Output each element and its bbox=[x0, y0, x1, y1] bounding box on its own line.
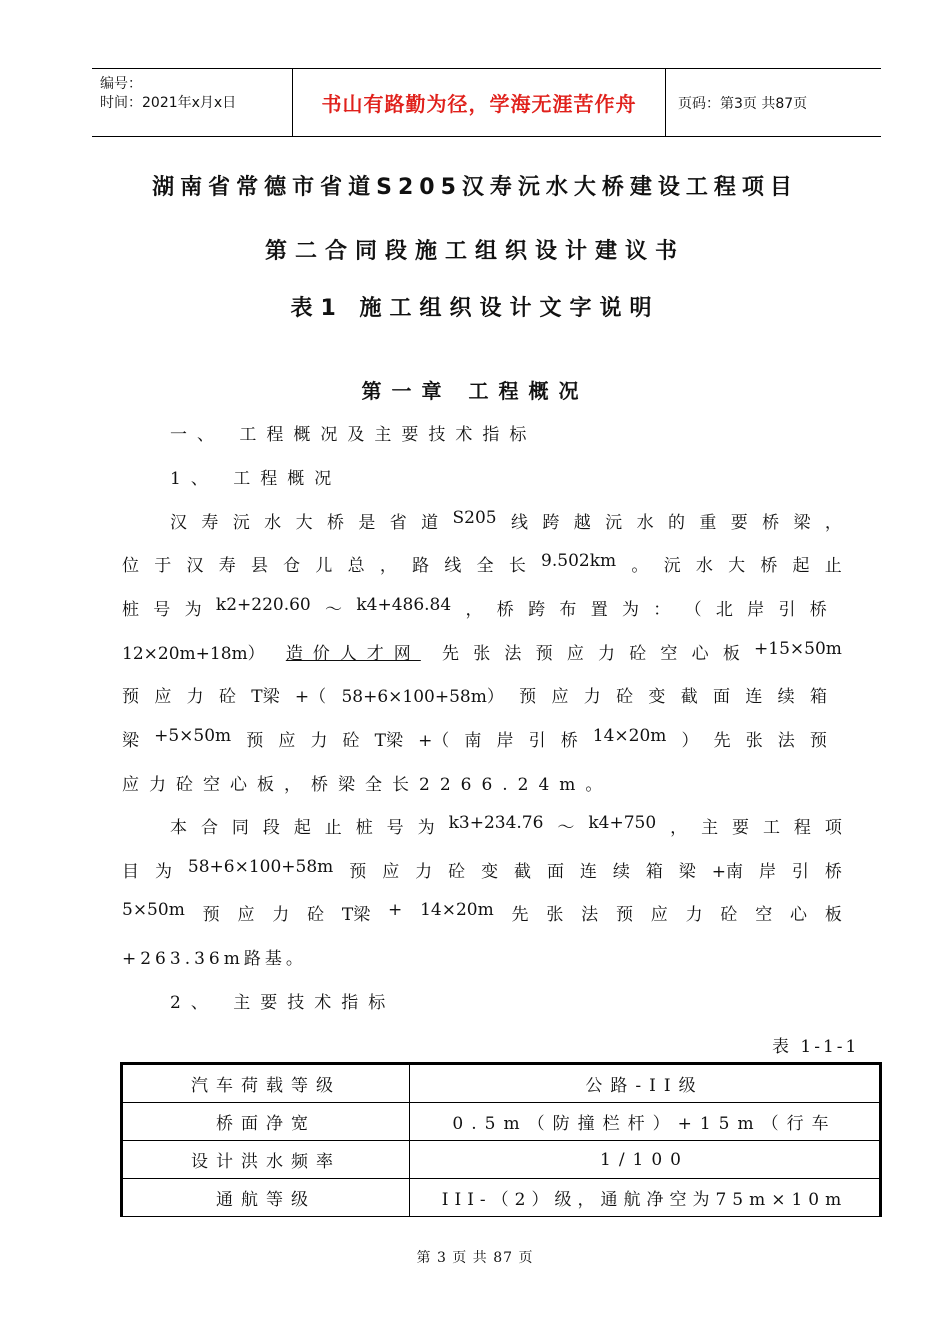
text-token: 水 bbox=[636, 513, 654, 533]
doc-title-line2: 第二合同段施工组织设计建议书 bbox=[264, 239, 685, 264]
text-token: 预 bbox=[535, 644, 553, 664]
text-token: 张 bbox=[546, 905, 564, 925]
text-token: 水 bbox=[264, 513, 282, 533]
text-token: 线 bbox=[511, 513, 528, 533]
text-token: 号 bbox=[153, 600, 171, 620]
text-token: 的 bbox=[667, 513, 685, 533]
text-token: 面 bbox=[546, 862, 564, 882]
text-token: 预 bbox=[615, 905, 633, 925]
text-token: 箱 bbox=[645, 862, 663, 882]
header-motto: 书山有路勤为径，学海无涯苦作舟 bbox=[321, 92, 637, 116]
text-token: 砼 bbox=[307, 905, 325, 925]
text-token: 为 bbox=[621, 600, 639, 620]
text-token: 应 bbox=[650, 905, 668, 925]
text-token: +15×50m bbox=[754, 639, 842, 659]
text-token: 省 bbox=[389, 513, 407, 533]
text-token: 桩 bbox=[122, 600, 139, 620]
table-cell-value: 0.5m（防撞栏杆）+15m（行车 bbox=[410, 1103, 881, 1141]
text-token: 儿 bbox=[315, 556, 333, 576]
text-token: 砼 bbox=[218, 687, 236, 707]
para1-line4-start: 12×20m+18m） bbox=[122, 644, 265, 664]
para1-line3 bbox=[122, 595, 827, 620]
text-token: 截 bbox=[680, 687, 698, 707]
text-token: S205 bbox=[452, 508, 497, 528]
text-token: 跨 bbox=[542, 513, 560, 533]
text-token: 空 bbox=[755, 905, 773, 925]
text-token: ） bbox=[681, 731, 699, 751]
table-row bbox=[122, 1141, 881, 1179]
text-token: 应 bbox=[278, 731, 296, 751]
section-heading-2: 2、 主要技术指标 bbox=[170, 993, 396, 1013]
text-token: 。 bbox=[631, 556, 649, 576]
text-token: 桥 bbox=[560, 731, 578, 751]
text-token: T梁 bbox=[341, 905, 371, 925]
text-token: 梁 bbox=[678, 862, 696, 882]
doc-title-line3: 表1 施工组织设计文字说明 bbox=[290, 296, 660, 321]
text-token: 寿 bbox=[218, 556, 236, 576]
para2-line4: +263.36m路基。 bbox=[122, 949, 307, 969]
cost-talent-link[interactable]: 造价人才网 bbox=[285, 644, 421, 664]
text-token: k2+220.60 bbox=[215, 595, 311, 615]
table-cell-label: 汽车荷载等级 bbox=[122, 1064, 410, 1103]
text-token: 应 bbox=[237, 905, 255, 925]
table-cell-value: 公路-II级 bbox=[410, 1064, 881, 1103]
text-token: 法 bbox=[581, 905, 599, 925]
text-token: 线 bbox=[444, 556, 462, 576]
text-token: 起 bbox=[792, 556, 810, 576]
text-token: +（ bbox=[418, 731, 450, 751]
text-token: 岸 bbox=[747, 600, 765, 620]
text-token: 力 bbox=[186, 687, 204, 707]
text-token: 心 bbox=[790, 905, 808, 925]
text-token: 汉 bbox=[170, 513, 187, 533]
text-token: 58+6×100+58m bbox=[187, 857, 334, 877]
text-token: ～ bbox=[557, 818, 575, 838]
text-token: +南 bbox=[711, 862, 743, 882]
para1-line2 bbox=[122, 551, 842, 576]
text-token: 本 bbox=[170, 818, 187, 838]
text-token: 法 bbox=[504, 644, 522, 664]
text-token: ： bbox=[653, 600, 671, 620]
text-token: 梁 bbox=[122, 731, 139, 751]
text-token: 大 bbox=[295, 513, 313, 533]
text-token: 岸 bbox=[758, 862, 776, 882]
text-token: ， bbox=[465, 600, 483, 620]
text-token: 桥 bbox=[326, 513, 344, 533]
page-header bbox=[92, 68, 881, 137]
text-token: 重 bbox=[699, 513, 717, 533]
header-page-info: 页码：第3页 共87页 bbox=[678, 95, 808, 112]
text-token: 应 bbox=[382, 862, 400, 882]
text-token: 引 bbox=[528, 731, 546, 751]
text-token: 沅 bbox=[232, 513, 250, 533]
text-token: 桥 bbox=[496, 600, 514, 620]
doc-title-line1: 湖南省常德市省道S205汉寿沅水大桥建设工程项目 bbox=[152, 175, 798, 200]
section-heading-1: 一、 工程概况及主要技术指标 bbox=[170, 425, 537, 445]
text-token: 止 bbox=[824, 556, 842, 576]
text-token: 应 bbox=[154, 687, 172, 707]
text-token: 预 bbox=[349, 862, 367, 882]
text-token: ， bbox=[670, 818, 688, 838]
text-token: 桥 bbox=[824, 862, 842, 882]
text-token: 合 bbox=[200, 818, 218, 838]
text-token: 止 bbox=[324, 818, 342, 838]
text-token: 沅 bbox=[663, 556, 681, 576]
text-token: 预 bbox=[246, 731, 264, 751]
text-token: 续 bbox=[777, 687, 795, 707]
text-token: 为 bbox=[154, 862, 172, 882]
text-token: 为 bbox=[417, 818, 435, 838]
para1-line4 bbox=[122, 639, 842, 664]
text-token: ， bbox=[379, 556, 397, 576]
table-row bbox=[122, 1103, 881, 1141]
table-cell-label: 设计洪水频率 bbox=[122, 1141, 410, 1179]
text-token: 为 bbox=[184, 600, 202, 620]
text-token: T梁 bbox=[251, 687, 280, 707]
table-cell-value: III-（2）级，通航净空为75m×10m bbox=[410, 1179, 881, 1217]
text-token: 引 bbox=[778, 600, 796, 620]
text-token: 面 bbox=[713, 687, 731, 707]
text-token: 张 bbox=[473, 644, 491, 664]
section-heading-1-1: 1、 工程概况 bbox=[170, 469, 342, 489]
text-token: 桥 bbox=[809, 600, 827, 620]
table-row bbox=[122, 1064, 881, 1103]
text-token: 布 bbox=[559, 600, 577, 620]
text-token: 板 bbox=[824, 905, 842, 925]
para1-line6 bbox=[122, 726, 827, 751]
text-token: 梁 bbox=[793, 513, 811, 533]
text-token: 砼 bbox=[616, 687, 634, 707]
text-token: 应 bbox=[551, 687, 569, 707]
text-token: 力 bbox=[415, 862, 433, 882]
text-token: 张 bbox=[745, 731, 763, 751]
text-token: 力 bbox=[310, 731, 328, 751]
text-token: 是 bbox=[358, 513, 376, 533]
text-token: 沅 bbox=[605, 513, 623, 533]
text-token: 路 bbox=[412, 556, 430, 576]
text-token: 力 bbox=[272, 905, 290, 925]
header-motto-cell bbox=[293, 69, 666, 136]
chapter-heading: 第一章 工程概况 bbox=[361, 379, 589, 403]
text-token: 寿 bbox=[201, 513, 219, 533]
text-token: 先 bbox=[713, 731, 731, 751]
tech-spec-table bbox=[120, 1062, 882, 1217]
text-token: 续 bbox=[612, 862, 630, 882]
text-token: 箱 bbox=[809, 687, 827, 707]
text-token: 力 bbox=[598, 644, 616, 664]
text-token: 连 bbox=[745, 687, 763, 707]
text-token: 要 bbox=[730, 513, 748, 533]
doc-time-label: 时间：2021年x月x日 bbox=[100, 95, 237, 111]
para2-line3 bbox=[122, 900, 842, 925]
text-token: 砼 bbox=[720, 905, 738, 925]
text-token: 预 bbox=[809, 731, 827, 751]
text-token: 要 bbox=[732, 818, 750, 838]
table-cell-label: 通航等级 bbox=[122, 1179, 410, 1217]
text-token: +5×50m bbox=[154, 726, 232, 746]
text-token: 桥 bbox=[762, 513, 780, 533]
text-token: 14×20m bbox=[420, 900, 494, 920]
text-token: 汉 bbox=[186, 556, 204, 576]
text-token: 工 bbox=[762, 818, 780, 838]
text-token: 项 bbox=[824, 818, 842, 838]
text-token: 大 bbox=[728, 556, 746, 576]
text-token: 空 bbox=[660, 644, 678, 664]
text-token: 岸 bbox=[496, 731, 514, 751]
text-token: 主 bbox=[701, 818, 719, 838]
doc-number-label: 编号： bbox=[100, 76, 142, 92]
text-token: （ bbox=[684, 600, 702, 620]
text-token: k3+234.76 bbox=[448, 813, 544, 833]
text-token: + bbox=[388, 900, 403, 920]
text-token: 预 bbox=[122, 687, 139, 707]
text-token: 总 bbox=[347, 556, 365, 576]
text-token: 段 bbox=[262, 818, 280, 838]
text-token: 起 bbox=[293, 818, 311, 838]
text-token: 力 bbox=[583, 687, 601, 707]
text-token: 先 bbox=[511, 905, 529, 925]
text-token: 连 bbox=[579, 862, 597, 882]
text-token: 跨 bbox=[528, 600, 546, 620]
text-token: 先 bbox=[442, 644, 459, 664]
text-token: 变 bbox=[648, 687, 666, 707]
text-token: 于 bbox=[154, 556, 172, 576]
table-caption: 表 1-1-1 bbox=[772, 1037, 860, 1057]
text-token: 9.502km bbox=[541, 551, 617, 571]
text-token: 越 bbox=[573, 513, 591, 533]
table-row bbox=[122, 1179, 881, 1217]
text-token: 目 bbox=[122, 862, 139, 882]
text-token: 号 bbox=[386, 818, 404, 838]
text-token: 14×20m bbox=[592, 726, 667, 746]
para1-line4-end bbox=[442, 639, 842, 664]
text-token: 截 bbox=[514, 862, 532, 882]
text-token: 水 bbox=[695, 556, 713, 576]
text-token: 板 bbox=[722, 644, 740, 664]
text-token: +（ bbox=[294, 687, 327, 707]
text-token: 全 bbox=[476, 556, 494, 576]
para2-line2 bbox=[122, 857, 842, 882]
text-token: 道 bbox=[421, 513, 439, 533]
text-token: 北 bbox=[715, 600, 733, 620]
text-token: 位 bbox=[122, 556, 139, 576]
text-token: 长 bbox=[508, 556, 526, 576]
para2-line1 bbox=[170, 813, 842, 838]
text-token: 桥 bbox=[760, 556, 778, 576]
text-token: 应 bbox=[566, 644, 584, 664]
text-token: T梁 bbox=[374, 731, 403, 751]
text-token: 砼 bbox=[629, 644, 647, 664]
text-token: k4+750 bbox=[588, 813, 657, 833]
text-token: 预 bbox=[519, 687, 537, 707]
header-meta bbox=[92, 69, 293, 136]
text-token: 县 bbox=[250, 556, 268, 576]
text-token: 置 bbox=[590, 600, 608, 620]
table-cell-value: 1/100 bbox=[410, 1141, 881, 1179]
text-token: 法 bbox=[777, 731, 795, 751]
text-token: 5×50m bbox=[122, 900, 185, 920]
para1-line7: 应力砼空心板，桥梁全长2266.24m。 bbox=[122, 775, 613, 795]
text-token: ～ bbox=[325, 600, 343, 620]
page-footer: 第 3 页 共 87 页 bbox=[416, 1250, 534, 1266]
text-token: 58+6×100+58m） bbox=[341, 687, 504, 707]
text-token: 程 bbox=[793, 818, 811, 838]
text-token: 力 bbox=[685, 905, 703, 925]
text-token: 变 bbox=[481, 862, 499, 882]
text-token: 心 bbox=[691, 644, 709, 664]
para1-line1 bbox=[170, 508, 842, 533]
text-token: k4+486.84 bbox=[356, 595, 452, 615]
para1-line5 bbox=[122, 682, 827, 707]
text-token: 南 bbox=[464, 731, 482, 751]
text-token: 砼 bbox=[448, 862, 466, 882]
text-token: 砼 bbox=[342, 731, 360, 751]
text-token: 引 bbox=[791, 862, 809, 882]
text-token: 同 bbox=[231, 818, 249, 838]
text-token: ， bbox=[824, 513, 842, 533]
text-token: 桩 bbox=[355, 818, 373, 838]
table-cell-label: 桥面净宽 bbox=[122, 1103, 410, 1141]
text-token: 预 bbox=[202, 905, 220, 925]
text-token: 仓 bbox=[283, 556, 301, 576]
